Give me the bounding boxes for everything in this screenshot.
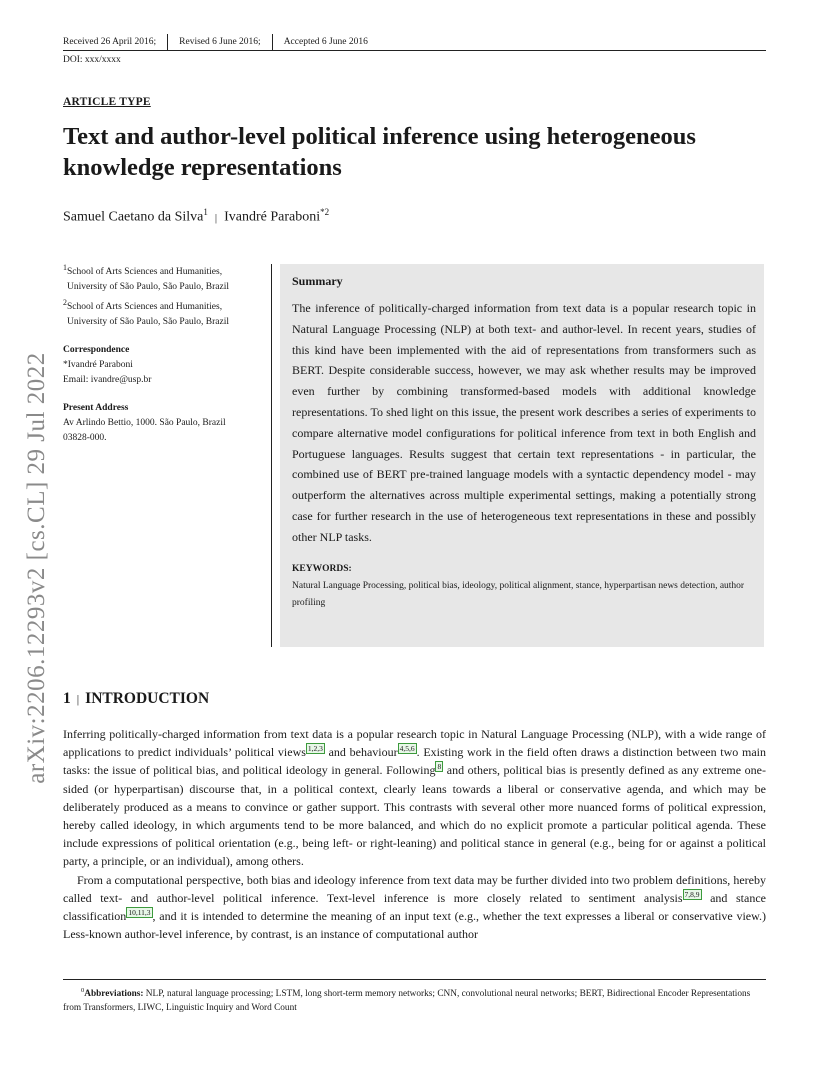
- footnote-text: NLP, natural language processing; LSTM, long short-term memory networks; CNN, convolutional neural networks; BERT, Bidirectional Encoder Representations from Transformers, LIWC, Linguistic Inquiry and Word Count: [63, 989, 751, 1013]
- citation-link[interactable]: 4,5,6: [399, 744, 415, 754]
- sidebar-info: [63, 260, 268, 446]
- affiliation-line: University of São Paulo, São Paulo, Brazil: [67, 317, 230, 328]
- footnote-label: Abbreviations:: [84, 989, 144, 1000]
- article-type: ARTICLE TYPE: [63, 96, 151, 108]
- present-address-heading: Present Address: [63, 403, 129, 414]
- citation-link[interactable]: 8: [437, 762, 442, 772]
- citation-link[interactable]: 10,11,3: [128, 908, 151, 918]
- keywords-text: Natural Language Processing, political bias, ideology, political alignment, stance, hyperpartisan news detection, author profiling: [292, 580, 745, 608]
- body-text: [63, 725, 766, 943]
- affiliation: $^1$School of Arts Sciences and Humanities,: [63, 263, 223, 278]
- doi: DOI: xxx/xxxx: [63, 55, 121, 65]
- footnote-rule: [63, 979, 766, 980]
- received-date: Received 26 April 2016;: [63, 37, 157, 47]
- affiliation-line: University of São Paulo, São Paulo, Brazil: [67, 282, 230, 293]
- summary-box: [280, 264, 764, 647]
- footnote-mark: 0: [81, 987, 85, 994]
- author-mark: 1: [203, 207, 208, 217]
- author-mark: *2: [320, 207, 330, 217]
- arxiv-watermark: arXiv:2206.12293v2 [cs.CL] 29 Jul 2022: [23, 352, 50, 784]
- present-address-line: Av Arlindo Bettio, 1000. São Paulo, Brazil: [63, 418, 226, 429]
- section-separator: |: [76, 692, 80, 706]
- affiliation: $^2$School of Arts Sciences and Humanities,: [63, 298, 223, 313]
- author-separator: |: [214, 211, 218, 224]
- paragraph: From a computational perspective, both bias and ideology inference from text data may be further divided into two problem definitions, hereby called text- and author-level political inference. Text-level inference is more closely related to sentiment analysis $^{7,8,9}$ and stance classification $^{10,11,3}$ , and it is intended to determine the meaning of an input text (e.g., whether the text expresses a liberal or conservative view.) Less-known author-level inference, by contrast, is an instance of computational author: [63, 872, 766, 942]
- sidebar-divider: [271, 264, 272, 647]
- present-address-line: 03828-000.: [63, 433, 107, 444]
- author-name: Samuel Caetano da Silva: [63, 209, 204, 225]
- citation-link[interactable]: 1,2,3: [307, 744, 323, 754]
- author-list: [63, 207, 329, 226]
- summary-heading: Summary: [292, 274, 343, 288]
- paper-title: Text and author-level political inference using heterogeneous knowledge representations: [63, 123, 696, 181]
- footnote: [63, 984, 768, 1015]
- keywords-heading: KEYWORDS:: [292, 563, 352, 574]
- section-number: 1: [63, 690, 71, 707]
- correspondence-name: *Ivandré Paraboni: [63, 360, 133, 371]
- correspondence-heading: Correspondence: [63, 345, 130, 356]
- correspondence-email: Email: ivandre@usp.br: [63, 375, 152, 386]
- author-name: Ivandré Paraboni: [224, 209, 321, 225]
- citation-link[interactable]: 7,8,9: [684, 889, 700, 899]
- accepted-date: Accepted 6 June 2016: [283, 37, 368, 47]
- paragraph: Inferring politically-charged information from text data is a popular research topic in Natural Language Processing (NLP), with a wide range of applications to predict individuals’ political views $^{1,2,3}$ and behaviour $^{4,5,6}$ . Existing work in the field often draws a distinction between two main tasks: the issue of political bias, and political ideology in general. Following $^8$ and others, political bias is presently defined as any extreme one-sided (or hyperpartisan) discourse that, in a political context, clearly leans towards a liberal or conservative agenda, and which may be deliberately produced as a means to convince or gather support. This contrasts with several other more nuanced forms of political expression, hereby called ideology, in which arguments tend to be more balanced, and which do no explicit promote a particular political agenda. These include expressions of political orientation (e.g., being left- or right-leaning) and political stance in general (e.g., being for or against a political party, a principle, or an individual), among others.: [63, 727, 766, 869]
- revised-date: Revised 6 June 2016;: [179, 37, 261, 47]
- summary-text: The inference of politically-charged information from text data is a popular research topic in Natural Language Processing (NLP) at both text- and author-level. In recent years, studies of this kind have been implemented with the aid of representations from transformers such as BERT. Despite considerable success, however, we may ask whether results may be improved even further by combining transformed-based models with additional knowledge representations. To shed light on this issue, the present work describes a series of experiments to compare alternative model configurations for political inference from text in both English and Portuguese languages. Results suggest that certain text representations - in particular, the combined use of BERT pre-trained language models with a syntactic dependency model - may outperform the alternatives across multiple experimental settings, making a potentially strong case for further research in the use of heterogeneous text representations in these and possibly other NLP tasks.: [292, 301, 756, 544]
- header-rule: [63, 50, 766, 51]
- section-heading: [63, 690, 209, 708]
- submission-dates: [63, 34, 379, 50]
- section-title: INTRODUCTION: [85, 690, 210, 707]
